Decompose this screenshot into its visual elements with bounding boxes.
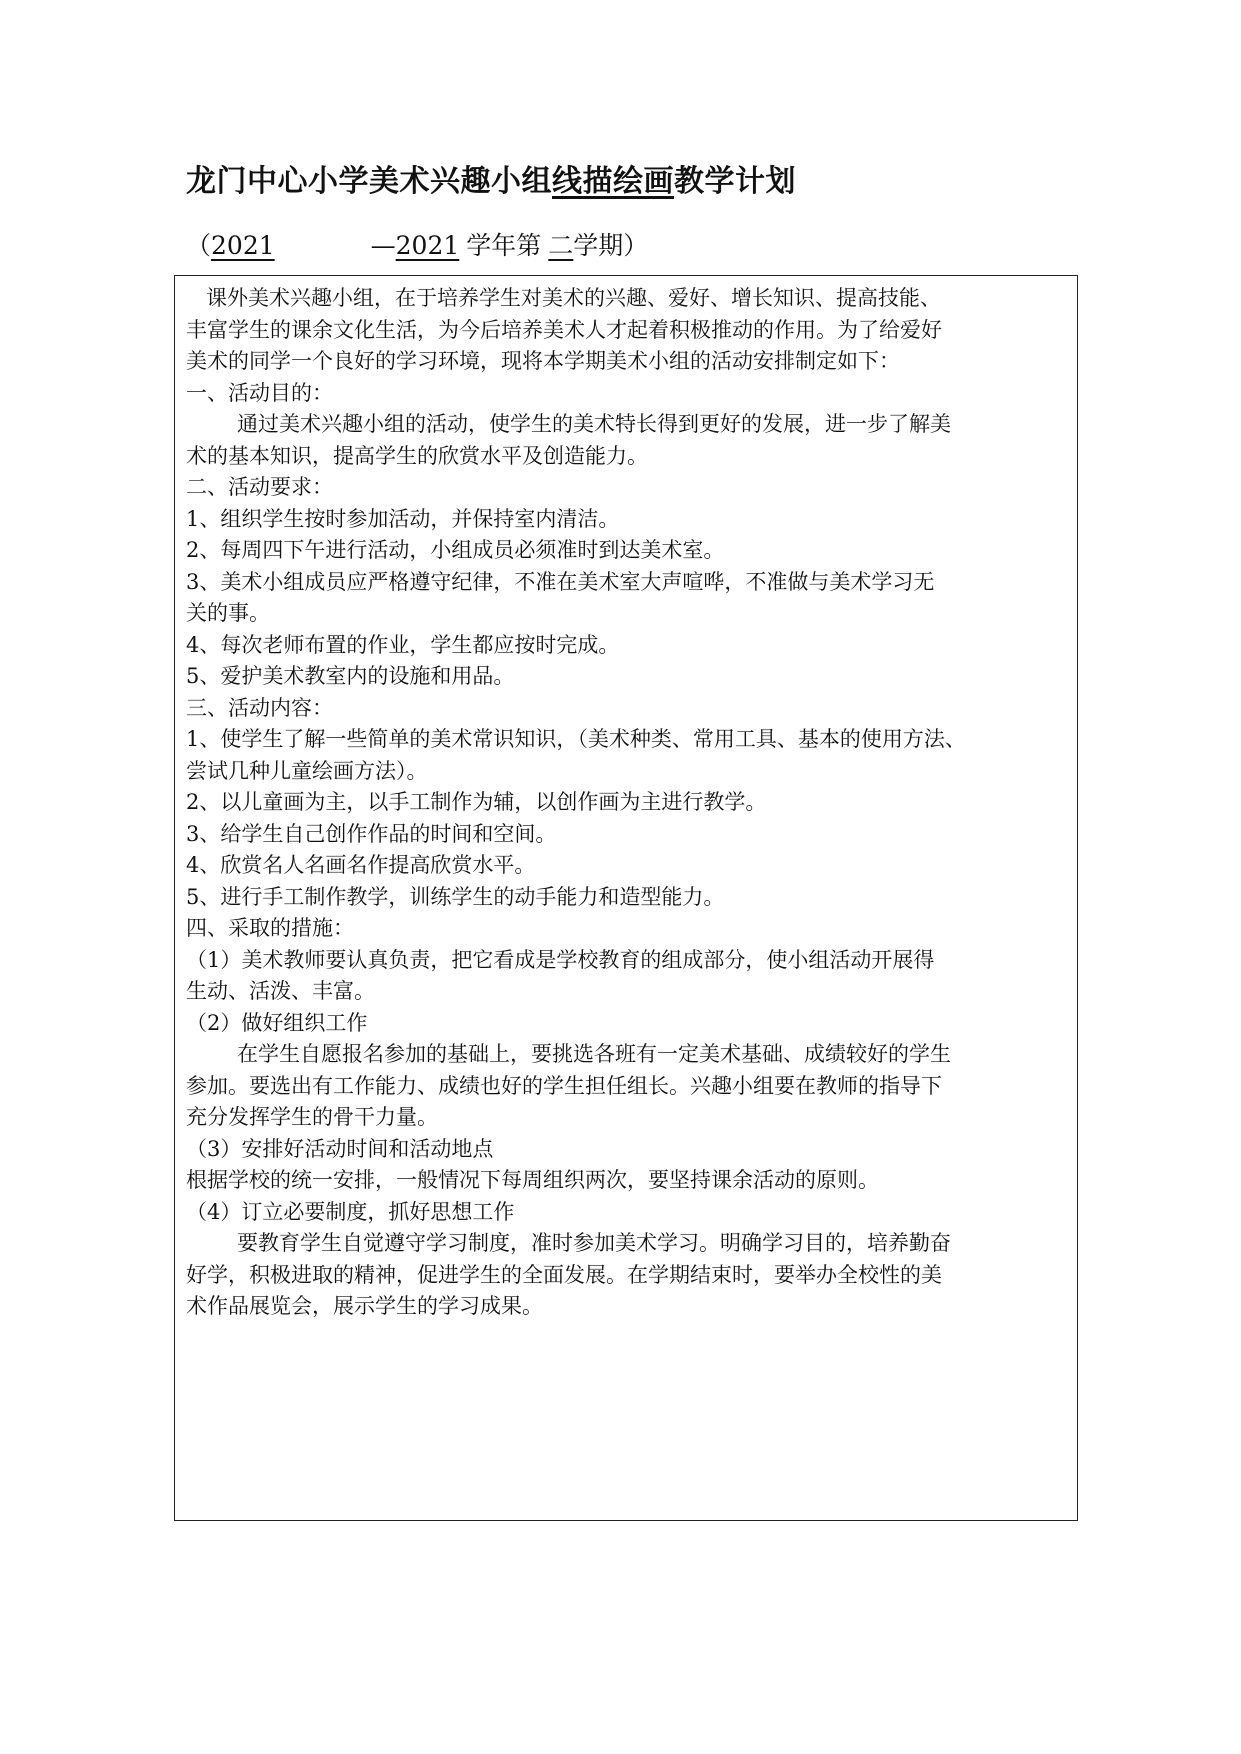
- body-line: 通过美术兴趣小组的活动，使学生的美术特长得到更好的发展，进一步了解美: [237, 412, 951, 436]
- section-heading: 三、活动内容：: [186, 695, 333, 720]
- year-end: 2021: [395, 231, 460, 260]
- title-underlined-topic: 线描绘画: [552, 164, 674, 199]
- term-mid-text: 学年第: [466, 231, 542, 260]
- list-item: 4、欣赏名人名画名作提高欣赏水平。: [186, 853, 536, 877]
- body-line: 术作品展览会，展示学生的学习成果。: [186, 1294, 543, 1318]
- term-close-text: 学期）: [573, 231, 649, 260]
- section-heading: 四、采取的措施：: [186, 916, 354, 940]
- list-item-continuation: 生动、活泼、丰富。: [186, 979, 375, 1003]
- title-prefix: 龙门中心小学美术兴趣小组: [186, 164, 552, 199]
- list-item: 1、组织学生按时参加活动，并保持室内清洁。: [186, 506, 620, 531]
- body-line: 课外美术兴趣小组，在于培养学生对美术的兴趣、爱好、增长知识、提高技能、: [206, 286, 941, 310]
- sub-heading: （4）订立必要制度，抓好思想工作: [186, 1199, 515, 1224]
- list-item: 5、进行手工制作教学，训练学生的动手能力和造型能力。: [186, 884, 725, 909]
- body-line: 美术的同学一个良好的学习环境，现将本学期美术小组的活动安排制定如下：: [186, 349, 900, 373]
- plan-body: [186, 283, 1072, 1323]
- term-number: 二: [548, 231, 574, 260]
- list-item: 1、使学生了解一些简单的美术常识知识，（美术种类、常用工具、基本的使用方法、: [186, 727, 966, 751]
- section-heading: 一、活动目的：: [186, 380, 333, 405]
- sub-heading: （2）做好组织工作: [186, 1010, 368, 1035]
- sub-heading: （3）安排好活动时间和活动地点: [186, 1136, 494, 1161]
- list-item: 3、给学生自己创作作品的时间和空间。: [186, 821, 557, 846]
- section-heading: 二、活动要求：: [186, 475, 333, 499]
- body-line: 丰富学生的课余文化生活，为今后培养美术人才起着积极推动的作用。为了给爱好: [186, 317, 942, 342]
- list-item: 5、爱护美术教室内的设施和用品。: [186, 664, 515, 688]
- document-title: [186, 162, 796, 202]
- term-line: [186, 228, 648, 264]
- year-dash: —: [370, 231, 396, 260]
- title-suffix: 教学计划: [674, 164, 796, 199]
- body-line: 参加。要选出有工作能力、成绩也好的学生担任组长。兴趣小组要在教师的指导下: [186, 1073, 942, 1098]
- body-line: 根据学校的统一安排，一般情况下每周组织两次，要坚持课余活动的原则。: [186, 1168, 879, 1192]
- term-open-paren: （: [186, 231, 212, 260]
- list-item-continuation: 尝试几种儿童绘画方法）。: [186, 758, 428, 783]
- body-line: 要教育学生自觉遵守学习制度，准时参加美术学习。明确学习目的，培养勤奋: [237, 1231, 951, 1255]
- body-line: 充分发挥学生的骨干力量。: [186, 1105, 438, 1129]
- list-item: 4、每次老师布置的作业，学生都应按时完成。: [186, 632, 620, 657]
- list-item: （1）美术教师要认真负责，把它看成是学校教育的组成部分，使小组活动开展得: [186, 947, 935, 972]
- year-start: 2021: [211, 231, 275, 260]
- body-line: 术的基本知识，提高学生的欣赏水平及创造能力。: [186, 443, 648, 468]
- list-item: 2、以儿童画为主，以手工制作为辅，以创作画为主进行教学。: [186, 790, 767, 814]
- list-item: 3、美术小组成员应严格遵守纪律，不准在美术室大声喧哗，不准做与美术学习无: [186, 569, 935, 594]
- list-item-continuation: 关的事。: [186, 601, 270, 625]
- body-line: 好学，积极进取的精神，促进学生的全面发展。在学期结束时，要举办全校性的美: [186, 1262, 942, 1287]
- list-item: 2、每周四下午进行活动，小组成员必须准时到达美术室。: [186, 538, 725, 562]
- body-line: 在学生自愿报名参加的基础上，要挑选各班有一定美术基础、成绩较好的学生: [237, 1042, 951, 1066]
